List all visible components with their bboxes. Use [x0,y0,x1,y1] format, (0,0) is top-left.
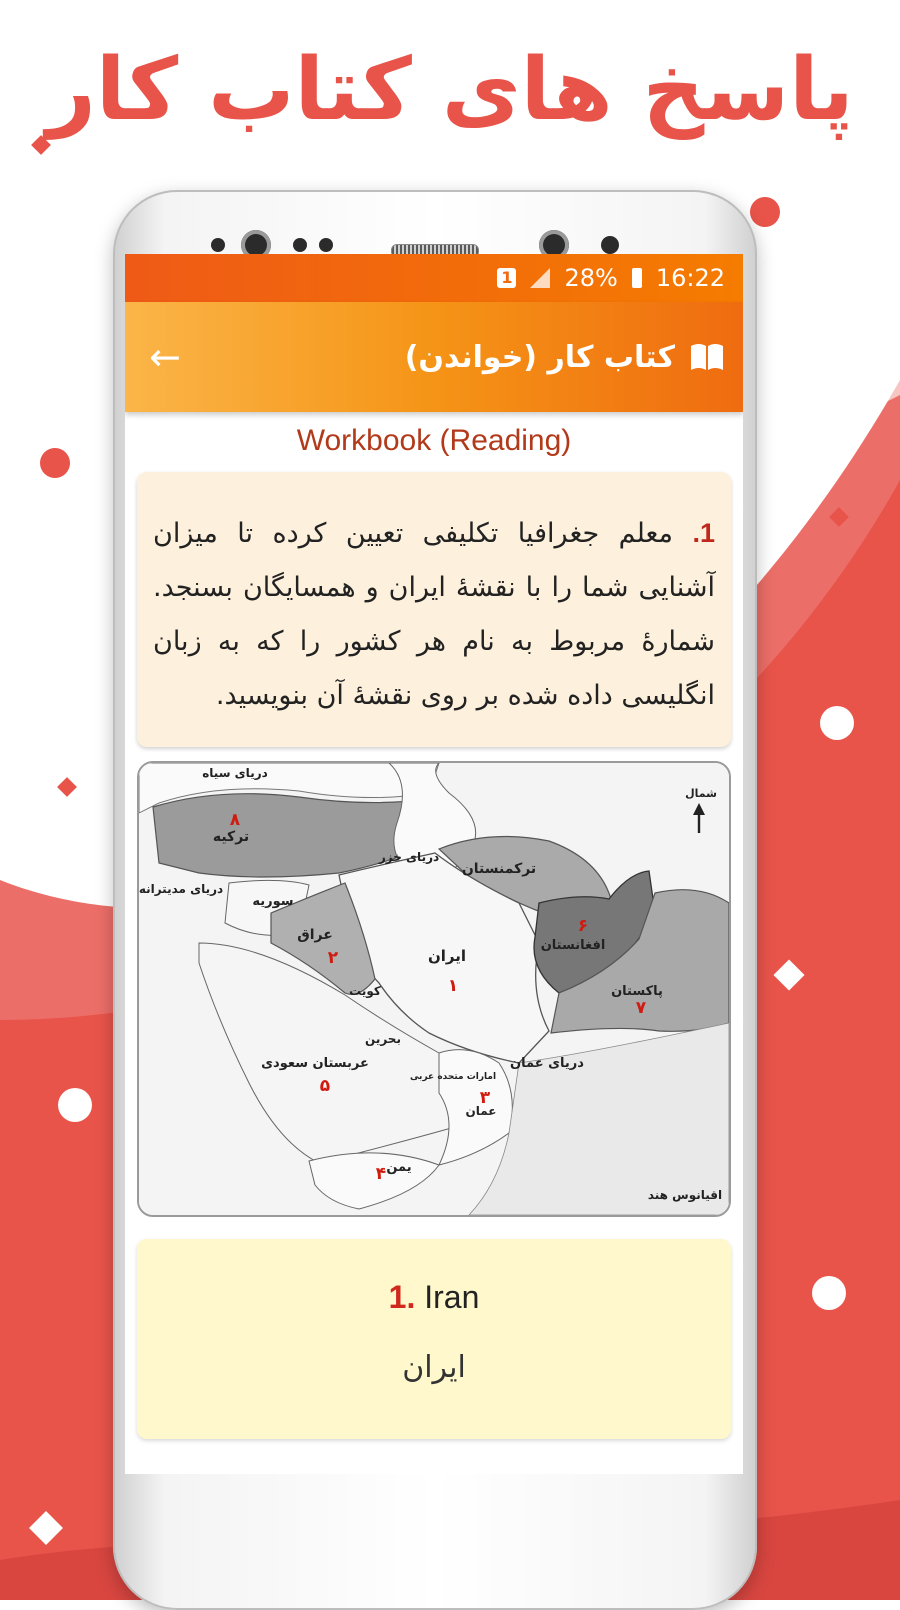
map-label-oman: عمان [465,1104,497,1118]
back-arrow-icon[interactable]: ← [149,335,181,379]
status-bar [125,254,743,302]
map-label-iraq: عراق [297,927,333,943]
sensor-dot [293,238,307,252]
question-number: 1. [692,518,715,548]
decor-dot [40,448,70,478]
map-label-iran: ایران [427,947,467,965]
map-number-saudi: ۵ [319,1076,331,1096]
app-title-group [405,340,725,375]
map-number-yemen: ۴ [375,1164,387,1184]
map-number-pakistan: ۷ [635,998,647,1018]
answer-english: Iran [424,1279,480,1315]
middle-east-map [139,763,729,1215]
battery-percent: 28% [564,264,618,292]
section-heading: Workbook (Reading) [296,424,572,457]
phone-screen [125,254,743,1474]
map-label-turkey: ترکیه [212,829,250,845]
map-label-caspian: دریای خزر [378,850,440,864]
phone-frame [113,190,757,1610]
answer-english-line [137,1279,731,1316]
clock: 16:22 [655,264,725,292]
sensor-dot [319,238,333,252]
map-label-indian-ocean: اقیانوس هند [647,1188,723,1202]
question-card [137,472,731,747]
decor-dot [820,706,854,740]
map-number-iraq: ۲ [327,948,339,968]
answer-number: 1. [388,1279,416,1315]
promo-title: پاسخ های کتاب کار [46,40,854,140]
decor-dot [812,1276,846,1310]
content-area [125,424,743,1439]
map-label-oman-sea: دریای عمان [510,1056,584,1071]
map-number-oman: ۳ [479,1088,491,1108]
map-image[interactable] [137,761,731,1217]
map-label-saudi: عربستان سعودی [261,1056,369,1071]
app-bar [125,302,743,412]
sensor-dot [601,236,619,254]
map-number-iran: ۱ [447,976,459,996]
map-label-black-sea: دریای سیاه [202,766,268,780]
map-label-kuwait: کویت [349,984,381,998]
map-label-syria: سوریه [252,894,294,909]
answer-persian: ایران [402,1350,466,1385]
north-label: شمال [685,787,717,800]
open-book-icon [689,342,725,372]
map-label-yemen: یمن [386,1160,412,1175]
map-label-mediterranean: دریای مدیترانه [139,882,224,896]
battery-charging-icon [632,268,642,288]
question-text: معلم جغرافیا تکلیفی تعیین کرده تا میزان آشنایی شما را با نقشهٔ ایران و همسایگان بسنجد. شمارهٔ مربوط به نام هر کشور را که به زبان انگلیسی داده شده بر روی نقشهٔ آن بنویسید. [153,518,715,711]
sensor-dot [211,238,225,252]
phone-top-bezel [113,208,757,252]
map-label-pakistan: پاکستان [611,984,663,999]
map-label-bahrain: بحرین [365,1032,401,1046]
map-label-afghanistan: افغانستان [540,938,606,953]
decor-dot [58,1088,92,1122]
map-label-uae: امارات متحده عربی [409,1072,497,1082]
map-number-afghanistan: ۶ [577,916,589,936]
app-title: کتاب کار (خواندن) [404,339,675,375]
sim-icon: 1 [497,268,516,288]
signal-icon [530,268,550,288]
answer-card [137,1239,731,1439]
map-label-turkmenistan: ترکمنستان [461,861,537,877]
map-number-turkey: ۸ [229,810,241,830]
